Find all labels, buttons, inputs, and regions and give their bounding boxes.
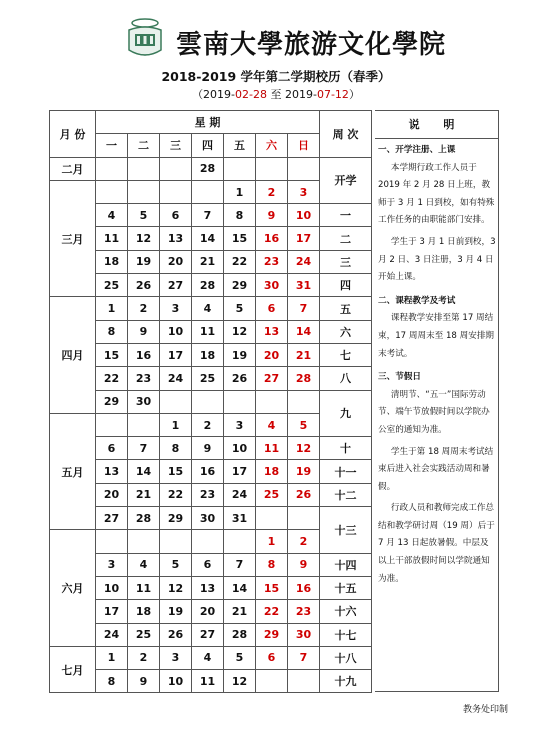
day-cell: 8 (224, 204, 256, 227)
notes-section-title: 二、课程教学及考试 (378, 295, 456, 306)
week-number: 十五 (320, 576, 372, 599)
week-number: 十三 (320, 507, 372, 554)
day-cell: 28 (128, 507, 160, 530)
day-cell: 15 (256, 576, 288, 599)
month-label: 二月 (50, 157, 96, 180)
month-label: 六月 (50, 530, 96, 646)
day-cell: 9 (288, 553, 320, 576)
day-cell: 11 (192, 320, 224, 343)
day-cell: 2 (192, 413, 224, 436)
day-cell: 11 (96, 227, 128, 250)
week-number: 四 (320, 274, 372, 297)
weekday-header: 六 (256, 134, 288, 157)
day-cell: 3 (96, 553, 128, 576)
day-cell (96, 530, 128, 553)
weekday-header: 三 (160, 134, 192, 157)
calendar-table (49, 110, 372, 693)
day-cell: 10 (224, 437, 256, 460)
week-number: 开学 (320, 157, 372, 204)
week-number: 六 (320, 320, 372, 343)
notes-section-title: 三、节假日 (378, 372, 421, 383)
day-cell: 24 (224, 483, 256, 506)
day-cell: 3 (160, 646, 192, 669)
day-cell: 18 (96, 250, 128, 273)
day-cell: 9 (256, 204, 288, 227)
day-cell (160, 390, 192, 413)
day-cell (160, 180, 192, 203)
calendar-row (50, 623, 372, 646)
day-cell: 7 (224, 553, 256, 576)
weekday-header: 四 (192, 134, 224, 157)
day-cell: 14 (192, 227, 224, 250)
day-cell: 25 (128, 623, 160, 646)
month-label: 七月 (50, 646, 96, 693)
day-cell: 29 (224, 274, 256, 297)
calendar-row (50, 507, 372, 530)
day-cell (256, 670, 288, 693)
notes-paragraph: 课程教学安排至第 17 周结束，17 周周末至 18 周安排期末考试。 (378, 313, 495, 359)
day-cell (128, 157, 160, 180)
day-cell: 8 (160, 437, 192, 460)
day-cell: 19 (128, 250, 160, 273)
day-cell: 5 (224, 297, 256, 320)
calendar-row (50, 297, 372, 320)
week-number: 十一 (320, 460, 372, 483)
day-cell: 22 (224, 250, 256, 273)
calendar-row (50, 320, 372, 343)
day-cell: 14 (128, 460, 160, 483)
notes-body (375, 139, 498, 588)
day-cell: 8 (96, 670, 128, 693)
day-cell: 27 (96, 507, 128, 530)
calendar-row (50, 367, 372, 390)
notes-paragraph: 行政人员和教师完成工作总结和教学研讨周（19 周）后于 7 月 13 日起放暑假。中层及以上干部放假时间以学院通知为准。 (378, 503, 495, 584)
calendar-row (50, 646, 372, 669)
day-cell: 7 (128, 437, 160, 460)
notes-section-title: 一、开学注册、上课 (378, 145, 456, 155)
week-number: 十二 (320, 483, 372, 506)
day-cell (160, 157, 192, 180)
day-cell: 27 (192, 623, 224, 646)
month-column-header: 月 份 (50, 111, 96, 158)
day-cell: 25 (256, 483, 288, 506)
day-cell: 20 (160, 250, 192, 273)
calendar-row (50, 670, 372, 693)
day-cell: 2 (256, 180, 288, 203)
week-number: 十六 (320, 600, 372, 623)
day-cell: 18 (192, 343, 224, 366)
day-cell: 30 (288, 623, 320, 646)
day-cell: 20 (256, 343, 288, 366)
week-number: 五 (320, 297, 372, 320)
day-cell: 7 (192, 204, 224, 227)
week-number: 十七 (320, 623, 372, 646)
day-cell: 29 (256, 623, 288, 646)
day-cell: 29 (160, 507, 192, 530)
calendar-date-range (0, 86, 552, 102)
day-cell: 28 (192, 274, 224, 297)
day-cell: 24 (160, 367, 192, 390)
day-cell: 13 (256, 320, 288, 343)
day-cell: 2 (288, 530, 320, 553)
day-cell: 25 (96, 274, 128, 297)
weekday-header: 五 (224, 134, 256, 157)
issuer-label: 教务处印制 (462, 705, 508, 715)
day-cell (96, 157, 128, 180)
day-cell: 24 (288, 250, 320, 273)
day-cell: 1 (160, 413, 192, 436)
day-cell (288, 157, 320, 180)
day-cell: 10 (160, 670, 192, 693)
day-cell: 20 (96, 483, 128, 506)
day-cell: 26 (288, 483, 320, 506)
calendar-row (50, 600, 372, 623)
notes-paragraph: 学生于 3 月 1 日前到校，3 月 2 日、3 日注册，3 月 4 日开始上课。 (378, 236, 496, 283)
week-number: 十八 (320, 646, 372, 669)
calendar-title: 2018-2019 学年第二学期校历（春季） (161, 69, 391, 84)
week-number: 九 (320, 390, 372, 437)
week-number: 一 (320, 204, 372, 227)
day-cell: 5 (224, 646, 256, 669)
week-number: 十 (320, 437, 372, 460)
day-cell: 4 (128, 553, 160, 576)
day-cell: 15 (96, 343, 128, 366)
calendar-row (50, 227, 372, 250)
day-cell: 10 (288, 204, 320, 227)
notes-paragraph: 本学期行政工作人员于2019 年 2 月 28 日上班，教师于 3 月 1 日到校，如有特殊工作任务的由职能部门安排。 (378, 162, 495, 226)
day-cell: 7 (288, 646, 320, 669)
day-cell: 8 (256, 553, 288, 576)
day-cell: 22 (160, 483, 192, 506)
calendar-row (50, 343, 372, 366)
day-cell: 29 (96, 390, 128, 413)
day-cell: 23 (192, 483, 224, 506)
calendar-row (50, 157, 372, 180)
day-cell (224, 390, 256, 413)
day-cell: 13 (96, 460, 128, 483)
day-cell: 5 (288, 413, 320, 436)
day-cell: 15 (224, 227, 256, 250)
notes-paragraph: 学生于第 18 周周末考试结束后进入社会实践活动周和暑假。 (378, 446, 494, 492)
day-cell: 1 (224, 180, 256, 203)
day-cell: 31 (288, 274, 320, 297)
weekday-header: 二 (128, 134, 160, 157)
day-cell (128, 530, 160, 553)
calendar-row (50, 437, 372, 460)
day-cell: 26 (128, 274, 160, 297)
month-label: 三月 (50, 180, 96, 296)
day-cell (224, 157, 256, 180)
day-cell: 22 (96, 367, 128, 390)
day-cell: 4 (192, 646, 224, 669)
day-cell: 14 (288, 320, 320, 343)
day-cell: 26 (160, 623, 192, 646)
range-end: 07-12 (316, 88, 349, 101)
day-cell (192, 180, 224, 203)
day-cell: 23 (128, 367, 160, 390)
day-cell: 12 (288, 437, 320, 460)
day-cell: 3 (288, 180, 320, 203)
calendar-row (50, 483, 372, 506)
day-cell: 1 (96, 646, 128, 669)
day-cell: 19 (160, 600, 192, 623)
calendar-row (50, 460, 372, 483)
day-cell (128, 180, 160, 203)
day-cell: 5 (128, 204, 160, 227)
day-cell: 12 (224, 320, 256, 343)
day-cell: 6 (192, 553, 224, 576)
day-cell: 4 (96, 204, 128, 227)
weekday-header: 日 (288, 134, 320, 157)
day-cell: 16 (288, 576, 320, 599)
day-cell: 17 (224, 460, 256, 483)
notes-header: 说 明 (375, 111, 498, 139)
day-cell: 12 (128, 227, 160, 250)
day-cell: 3 (160, 297, 192, 320)
day-cell (96, 413, 128, 436)
university-name: 雲南大學旅游文化學院 (176, 30, 447, 60)
day-cell: 30 (256, 274, 288, 297)
day-cell: 9 (128, 320, 160, 343)
day-cell: 6 (160, 204, 192, 227)
day-cell (256, 390, 288, 413)
university-logo-icon (123, 16, 167, 62)
day-cell: 9 (192, 437, 224, 460)
day-cell: 28 (224, 623, 256, 646)
day-cell: 11 (256, 437, 288, 460)
week-number: 三 (320, 250, 372, 273)
day-cell: 2 (128, 297, 160, 320)
day-cell (128, 413, 160, 436)
day-cell: 21 (128, 483, 160, 506)
day-cell: 9 (128, 670, 160, 693)
calendar-row (50, 576, 372, 599)
calendar-row (50, 204, 372, 227)
week-number: 七 (320, 343, 372, 366)
day-cell: 4 (256, 413, 288, 436)
weekday-header: 一 (96, 134, 128, 157)
day-cell: 30 (192, 507, 224, 530)
day-cell: 18 (256, 460, 288, 483)
day-cell: 17 (160, 343, 192, 366)
notes-paragraph: 清明节、“五一”国际劳动节、端午节放假时间以学院办公室的通知为准。 (378, 389, 490, 435)
day-cell: 22 (256, 600, 288, 623)
day-cell: 1 (96, 297, 128, 320)
day-cell: 10 (160, 320, 192, 343)
weekday-group-header: 星 期 (96, 111, 320, 134)
calendar-row (50, 250, 372, 273)
day-cell (192, 390, 224, 413)
week-number: 八 (320, 367, 372, 390)
day-cell: 11 (192, 670, 224, 693)
day-cell: 4 (192, 297, 224, 320)
day-cell: 30 (128, 390, 160, 413)
day-cell: 3 (224, 413, 256, 436)
day-cell: 15 (160, 460, 192, 483)
day-cell: 13 (192, 576, 224, 599)
day-cell (288, 390, 320, 413)
day-cell: 6 (256, 297, 288, 320)
calendar-row (50, 390, 372, 413)
day-cell (192, 530, 224, 553)
day-cell: 19 (224, 343, 256, 366)
day-cell: 6 (96, 437, 128, 460)
day-cell: 23 (256, 250, 288, 273)
notes-panel (375, 110, 499, 692)
day-cell: 14 (224, 576, 256, 599)
week-column-header: 周 次 (320, 111, 372, 158)
day-cell: 27 (160, 274, 192, 297)
day-cell: 1 (256, 530, 288, 553)
day-cell: 10 (96, 576, 128, 599)
day-cell: 13 (160, 227, 192, 250)
day-cell (256, 157, 288, 180)
day-cell: 26 (224, 367, 256, 390)
day-cell: 18 (128, 600, 160, 623)
day-cell: 16 (256, 227, 288, 250)
day-cell: 12 (160, 576, 192, 599)
day-cell: 21 (224, 600, 256, 623)
day-cell: 17 (96, 600, 128, 623)
week-number: 十四 (320, 553, 372, 576)
day-cell (288, 507, 320, 530)
day-cell: 5 (160, 553, 192, 576)
range-suffix: ） (348, 88, 360, 101)
day-cell: 27 (256, 367, 288, 390)
week-number: 二 (320, 227, 372, 250)
month-label: 五月 (50, 413, 96, 529)
day-cell: 28 (288, 367, 320, 390)
day-cell (224, 530, 256, 553)
range-prefix: （2019- (192, 88, 236, 101)
day-cell: 25 (192, 367, 224, 390)
page-header (0, 0, 552, 108)
day-cell: 16 (128, 343, 160, 366)
day-cell: 11 (128, 576, 160, 599)
day-cell: 16 (192, 460, 224, 483)
day-cell: 20 (192, 600, 224, 623)
calendar-row (50, 274, 372, 297)
day-cell (256, 507, 288, 530)
range-mid: 至 2019- (267, 88, 317, 101)
calendar-row (50, 553, 372, 576)
day-cell: 21 (288, 343, 320, 366)
month-label: 四月 (50, 297, 96, 413)
day-cell: 6 (256, 646, 288, 669)
day-cell: 31 (224, 507, 256, 530)
day-cell: 8 (96, 320, 128, 343)
day-cell: 24 (96, 623, 128, 646)
day-cell (288, 670, 320, 693)
day-cell: 2 (128, 646, 160, 669)
day-cell: 23 (288, 600, 320, 623)
range-start: 02-28 (235, 88, 267, 101)
day-cell (160, 530, 192, 553)
day-cell: 7 (288, 297, 320, 320)
day-cell (96, 180, 128, 203)
day-cell: 21 (192, 250, 224, 273)
day-cell: 12 (224, 670, 256, 693)
day-cell: 17 (288, 227, 320, 250)
week-number: 十九 (320, 670, 372, 693)
day-cell: 28 (192, 157, 224, 180)
day-cell: 19 (288, 460, 320, 483)
